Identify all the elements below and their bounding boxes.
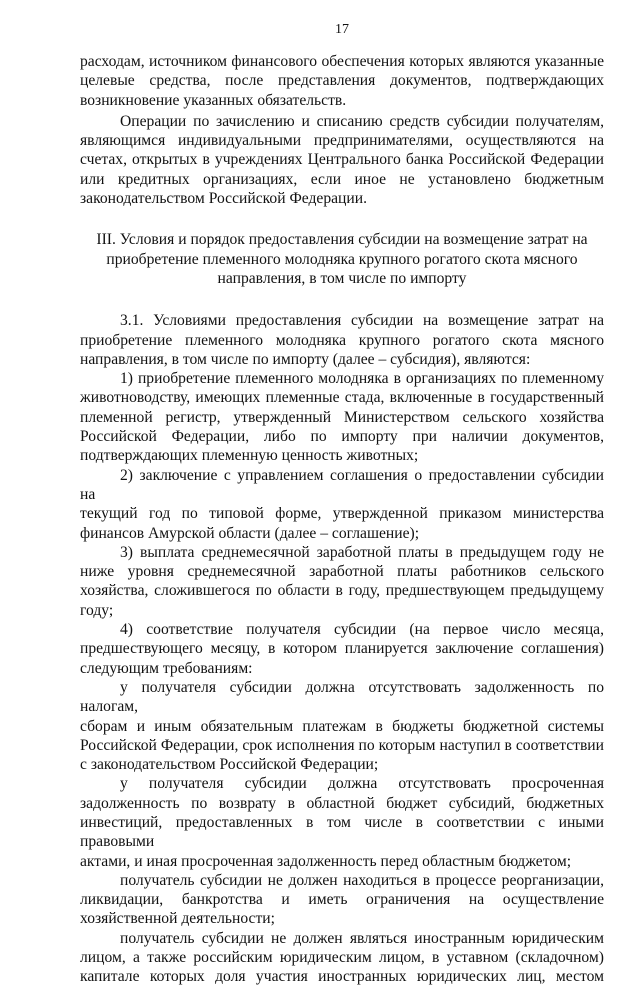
text-line: следующим требованиям:	[80, 659, 253, 677]
text-line: 4) соответствие получателя субсидии (на первое число месяца,	[120, 621, 604, 639]
page-number: 17	[335, 22, 349, 37]
text-line: целевые средства, после представления документов, подтверждающих	[80, 72, 604, 90]
text-line: у получателя субсидии должна отсутствовать просроченная	[120, 775, 604, 793]
text-line: подтверждающих племенную ценность животных;	[80, 447, 419, 465]
text-line: Российской Федерации, либо по импорту при наличии документов,	[80, 428, 604, 446]
requirement-overdue-debt	[80, 774, 604, 870]
text-line: текущий год по типовой форме, утвержденной приказом министерства	[80, 505, 604, 523]
text-line: сборам и иным обязательным платежам в бюджеты бюджетной системы	[80, 717, 604, 735]
text-line: 2) заключение с управлением соглашения о предоставлении субсидии на	[80, 466, 604, 503]
text-line: получатель субсидии не должен являться иностранным юридическим	[120, 929, 604, 947]
text-line: ликвидации, банкротства и иметь ограничения на осуществление	[80, 891, 604, 909]
text-line: задолженность по возврату в областной бюджет субсидий, бюджетных	[80, 794, 604, 812]
text-line: Российской Федерации, срок исполнения по которым наступил в соответствии	[80, 736, 604, 754]
text-line: законодательством Российской Федерации.	[80, 190, 367, 208]
text-line: 1) приобретение племенного молодняка в организациях по племенному	[120, 370, 604, 388]
requirement-tax-debt	[80, 678, 604, 774]
text-line: счетах, открытых в учреждениях Центрального банка Российской Федерации	[80, 151, 604, 169]
heading-line: направления, в том числе по импорту	[217, 269, 467, 287]
list-item-1	[80, 369, 604, 465]
text-line: хозяйства, сложившегося по области в году, предшествующем предыдущему	[80, 582, 604, 600]
text-line: актами, и иная просроченная задолженность перед областным бюджетом;	[80, 852, 572, 870]
text-line: инвестиций, предоставленных в том числе в соответствии с иными правовыми	[80, 813, 604, 851]
text-line: приобретение племенного молодняка крупного рогатого скота мясного	[80, 331, 604, 349]
text-line: 3) выплата среднемесячной заработной платы в предыдущем году не	[120, 543, 604, 561]
text-line: с законодательством Российской Федерации;	[80, 756, 379, 774]
text-line: животноводству, имеющих племенные стада, включенные в государственный	[80, 389, 604, 407]
paragraph-continuation	[80, 52, 604, 110]
text-line: являющимся индивидуальными предпринимателями, осуществляются на	[80, 132, 604, 150]
text-line: 3.1. Условиями предоставления субсидии на возмещение затрат на	[120, 312, 604, 330]
requirement-foreign-entity	[80, 929, 604, 987]
text-line: ниже уровня среднемесячной заработной платы работников сельского	[80, 563, 604, 581]
text-line: направления, в том числе по импорту (далее – субсидия), являются:	[80, 350, 531, 368]
text-line: Операции по зачислению и списанию средств субсидии получателям,	[120, 112, 604, 130]
text-line: у получателя субсидии должна отсутствовать задолженность по налогам,	[80, 678, 604, 716]
text-line: расходам, источником финансового обеспечения которых являются указанные	[80, 53, 604, 70]
heading-line: приобретение племенного молодняка крупного рогатого скота мясного	[106, 250, 578, 268]
section-heading	[80, 230, 604, 288]
text-line: племенной регистр, утвержденный Министерством сельского хозяйства	[80, 408, 604, 426]
list-item-3	[80, 543, 604, 620]
paragraph-3-1	[80, 311, 604, 369]
requirement-reorganization	[80, 871, 604, 929]
text-line: капитале которых доля участия иностранных юридических лиц, местом	[80, 968, 604, 986]
text-line: финансов Амурской области (далее – соглашение);	[80, 524, 420, 542]
document-body	[80, 52, 604, 987]
list-item-2	[80, 466, 604, 543]
text-line: или кредитных организациях, если иное не установлено бюджетным	[80, 170, 604, 188]
text-line: лицом, а также российским юридическим лицом, в уставном (складочном)	[80, 949, 604, 967]
text-line: году;	[80, 601, 114, 619]
paragraph-operations	[80, 112, 604, 208]
list-item-4	[80, 620, 604, 678]
text-line: получатель субсидии не должен находиться в процессе реорганизации,	[120, 871, 604, 889]
text-line: возникновение указанных обязательств.	[80, 91, 347, 109]
text-line: хозяйственной деятельности;	[80, 910, 275, 928]
text-line: предшествующего месяцу, в котором планируется заключение соглашения)	[80, 640, 604, 658]
heading-line: III. Условия и порядок предоставления субсидии на возмещение затрат на	[96, 231, 588, 249]
